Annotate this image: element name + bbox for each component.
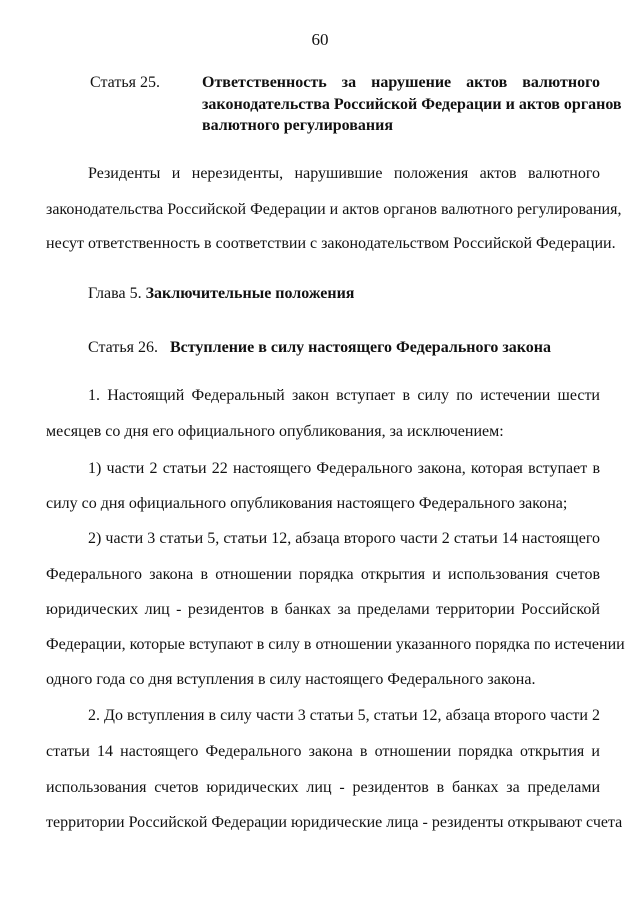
article-26-line-13: территории Российской Федерации юридические лица - резиденты открывают счета xyxy=(46,814,623,831)
article-26-line-1: 1. Настоящий Федеральный закон вступает в силу по истечении шести xyxy=(88,387,600,404)
article-26-line-3: 1) части 2 статьи 22 настоящего Федерального закона, которая вступает в xyxy=(88,460,600,477)
chapter-5-title: Заключительные положения xyxy=(145,285,355,302)
article-26-title: Вступление в силу настоящего Федерального закона xyxy=(169,339,552,356)
article-25-title-line-2: законодательства Российской Федерации и актов органов xyxy=(202,96,622,113)
chapter-5-label: Глава 5. xyxy=(88,285,142,302)
article-26-line-2: месяцев со дня его официального опубликования, за исключением: xyxy=(46,423,504,440)
article-25-body-line-1: Резиденты и нерезиденты, нарушившие положения актов валютного xyxy=(88,165,600,182)
article-26-line-9: одного года со дня вступления в силу настоящего Федерального закона. xyxy=(46,671,536,688)
article-25-body-line-3: несут ответственность в соответствии с законодательством Российской Федерации. xyxy=(46,235,616,252)
chapter-5-heading xyxy=(88,284,354,304)
page-number: 60 xyxy=(311,30,329,49)
article-26-line-7: юридических лиц - резидентов в банках за пределами территории Российской xyxy=(46,601,600,618)
article-26-line-8: Федерации, которые вступают в силу в отношении указанного порядка по истечении xyxy=(46,636,625,653)
article-25-label: Статья 25. xyxy=(90,74,160,91)
article-25-body-line-2: законодательства Российской Федерации и актов органов валютного регулирования, xyxy=(46,201,622,218)
article-26-line-6: Федерального закона в отношении порядка открытия и использования счетов xyxy=(46,566,600,583)
article-26-heading xyxy=(88,338,551,358)
article-25-title-line-3: валютного регулирования xyxy=(202,117,394,134)
article-26-line-4: силу со дня официального опубликования настоящего Федерального закона; xyxy=(46,495,568,512)
article-25-title-line-1: Ответственность за нарушение актов валютного xyxy=(202,74,600,91)
article-26-line-12: использования счетов юридических лиц - резидентов в банках за пределами xyxy=(46,779,600,796)
article-26-label: Статья 26. xyxy=(88,339,158,356)
article-26-line-5: 2) части 3 статьи 5, статьи 12, абзаца второго части 2 статьи 14 настоящего xyxy=(88,530,600,547)
article-26-line-10: 2. До вступления в силу части 3 статьи 5, статьи 12, абзаца второго части 2 xyxy=(88,707,600,724)
article-26-line-11: статьи 14 настоящего Федерального закона в отношении порядка открытия и xyxy=(46,743,600,760)
